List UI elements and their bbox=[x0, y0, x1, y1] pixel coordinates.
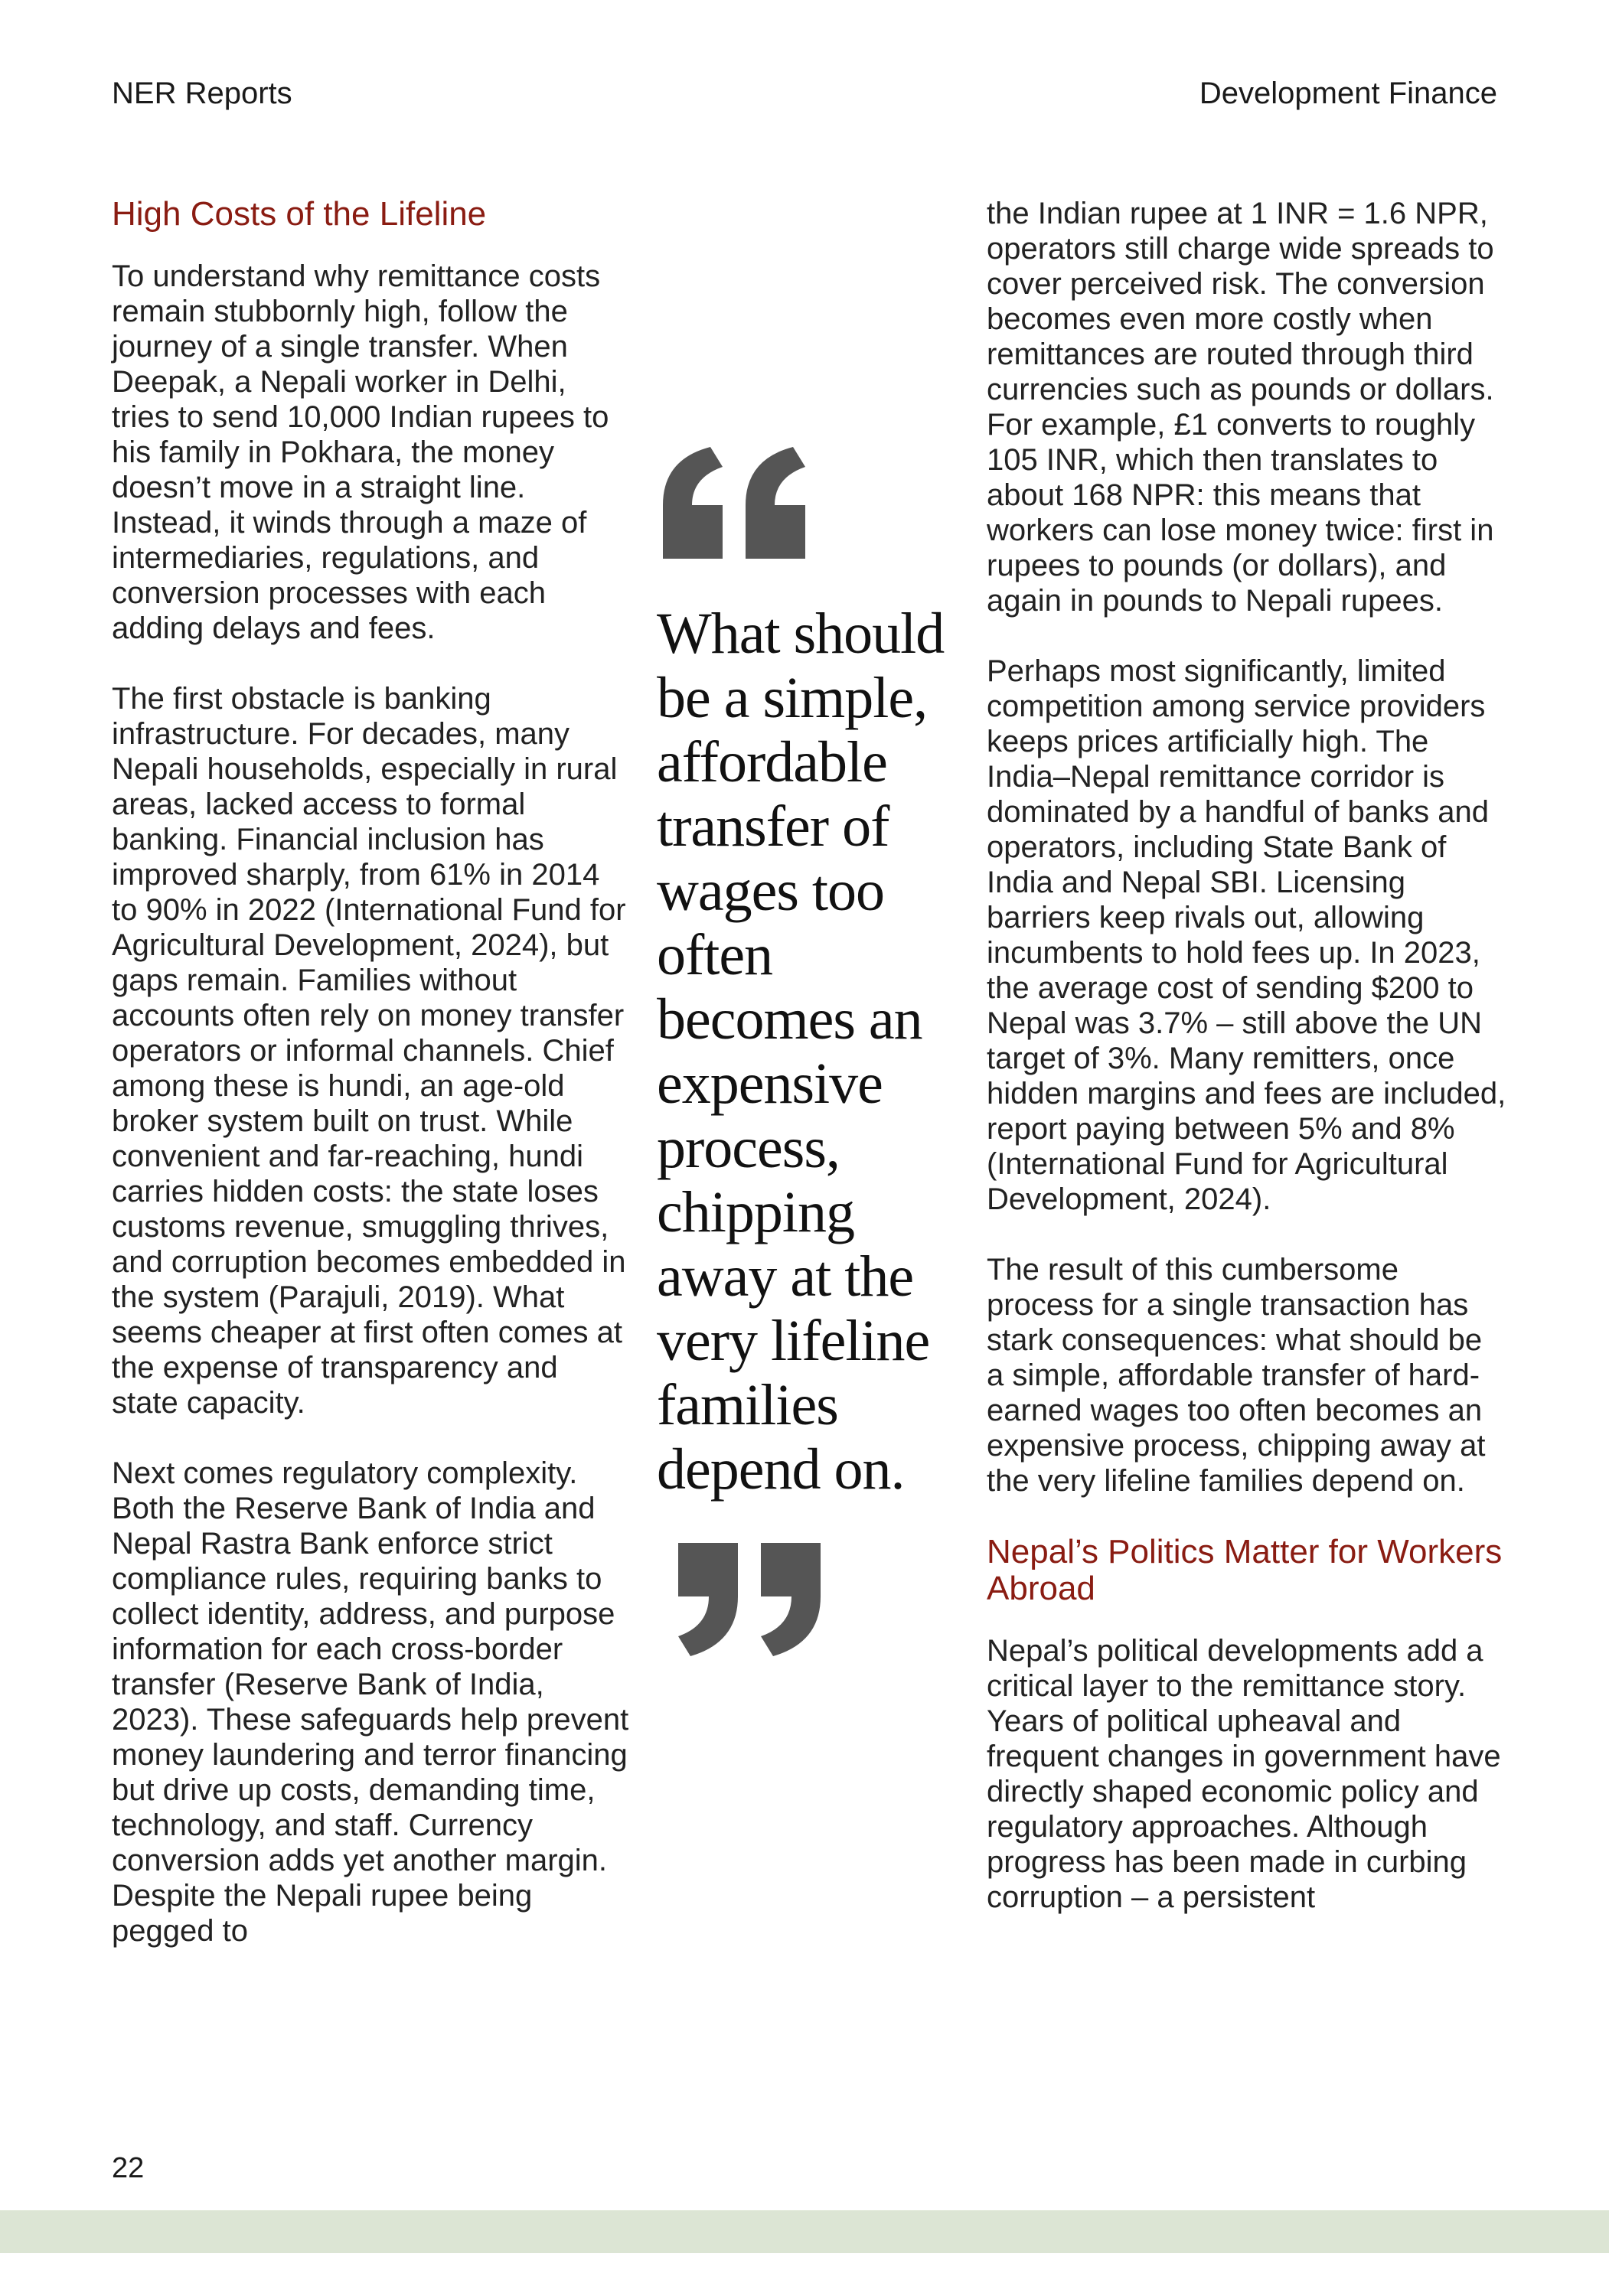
paragraph: The first obstacle is banking infrastructure. For decades, many Nepali households, especially in rural areas, lacked access to formal banking. Financial inclusion has improved sharply, from 61% in 2014 to 90% in 2022 (International Fund for Agricultural Development, 2024), but gaps remain. Families without accounts often rely on money transfer operators or informal channels. Chief among these is hundi, an age-old broker system built on trust. While convenient and far-reaching, hundi carries hidden costs: the state loses customs revenue, smuggling thrives, and corruption becomes embedded in the system (Parajuli, 2019). What seems cheaper at first often comes at the expense of transparency and state capacity. bbox=[112, 682, 626, 1420]
close-quote-icon bbox=[663, 1540, 831, 1662]
paragraph: Next comes regulatory complexity. Both the Reserve Bank of India and Nepal Rastra Bank enforce strict compliance rules, requiring banks to collect identity, address, and purpose information for each cross-border transfer (Reserve Bank of India, 2023). These safeguards help prevent money laundering and terror financing but drive up costs, demanding time, technology, and staff. Currency conversion adds yet another margin. Despite the Nepali rupee being pegged to bbox=[112, 1456, 629, 1948]
paragraph: Nepal’s political developments add a critical layer to the remittance story. Years of political upheaval and frequent changes in government have directly shaped economic policy and regulatory approaches. Although progress has been made in curbing corruption – a persistent bbox=[987, 1634, 1501, 1914]
left-column bbox=[112, 196, 632, 1984]
section-heading-politics: Nepal’s Politics Matter for Workers Abroad bbox=[987, 1533, 1503, 1607]
paragraph: the Indian rupee at 1 INR = 1.6 NPR, operators still charge wide spreads to cover perceived risk. The conversion becomes even more costly when remittances are routed through third currencies such as pounds or dollars. For example, £1 converts to roughly 105 INR, which then translates to about 168 NPR: this means that workers can lose money twice: first in rupees to pounds (or dollars), and again in pounds to Nepali rupees. bbox=[987, 197, 1494, 618]
pull-quote bbox=[657, 444, 963, 1662]
paragraph: To understand why remittance costs remain stubbornly high, follow the journey of a single transfer. When Deepak, a Nepali worker in Delhi, tries to send 10,000 Indian rupees to his family in Pokhara, the money doesn’t move in a straight line. Instead, it winds through a maze of intermediaries, regulations, and conversion processes with each adding delays and fees. bbox=[112, 259, 609, 645]
page-number: 22 bbox=[112, 2152, 145, 2184]
pull-quote-text: What should be a simple, affordable transfer of wages too often becomes an expensive process, chipping away at the very lifeline families depend on. bbox=[657, 602, 945, 1502]
section-heading-high-costs: High Costs of the Lifeline bbox=[112, 195, 487, 233]
running-header-section: Development Finance bbox=[1199, 77, 1497, 110]
paragraph: Perhaps most significantly, limited competition among service providers keeps prices artificially high. The India–Nepal remittance corridor is dominated by a handful of banks and operators, including State Bank of India and Nepal SBI. Licensing barriers keep rivals out, allowing incumbents to hold fees up. In 2023, the average cost of sending $200 to Nepal was 3.7% – still above the UN target of 3%. Many remitters, once hidden margins and fees are included, report paying between 5% and 8% (International Fund for Agricultural Development, 2024). bbox=[987, 654, 1506, 1216]
paragraph: The result of this cumbersome process for a single transaction has stark consequences: what should be a simple, affordable transfer of hard-earned wages too often becomes an expensive process, chipping away at the very lifeline families depend on. bbox=[987, 1253, 1486, 1498]
open-quote-icon bbox=[657, 444, 825, 566]
right-column bbox=[987, 196, 1507, 1950]
footer-band bbox=[0, 2210, 1609, 2253]
running-header-publication: NER Reports bbox=[112, 77, 292, 110]
